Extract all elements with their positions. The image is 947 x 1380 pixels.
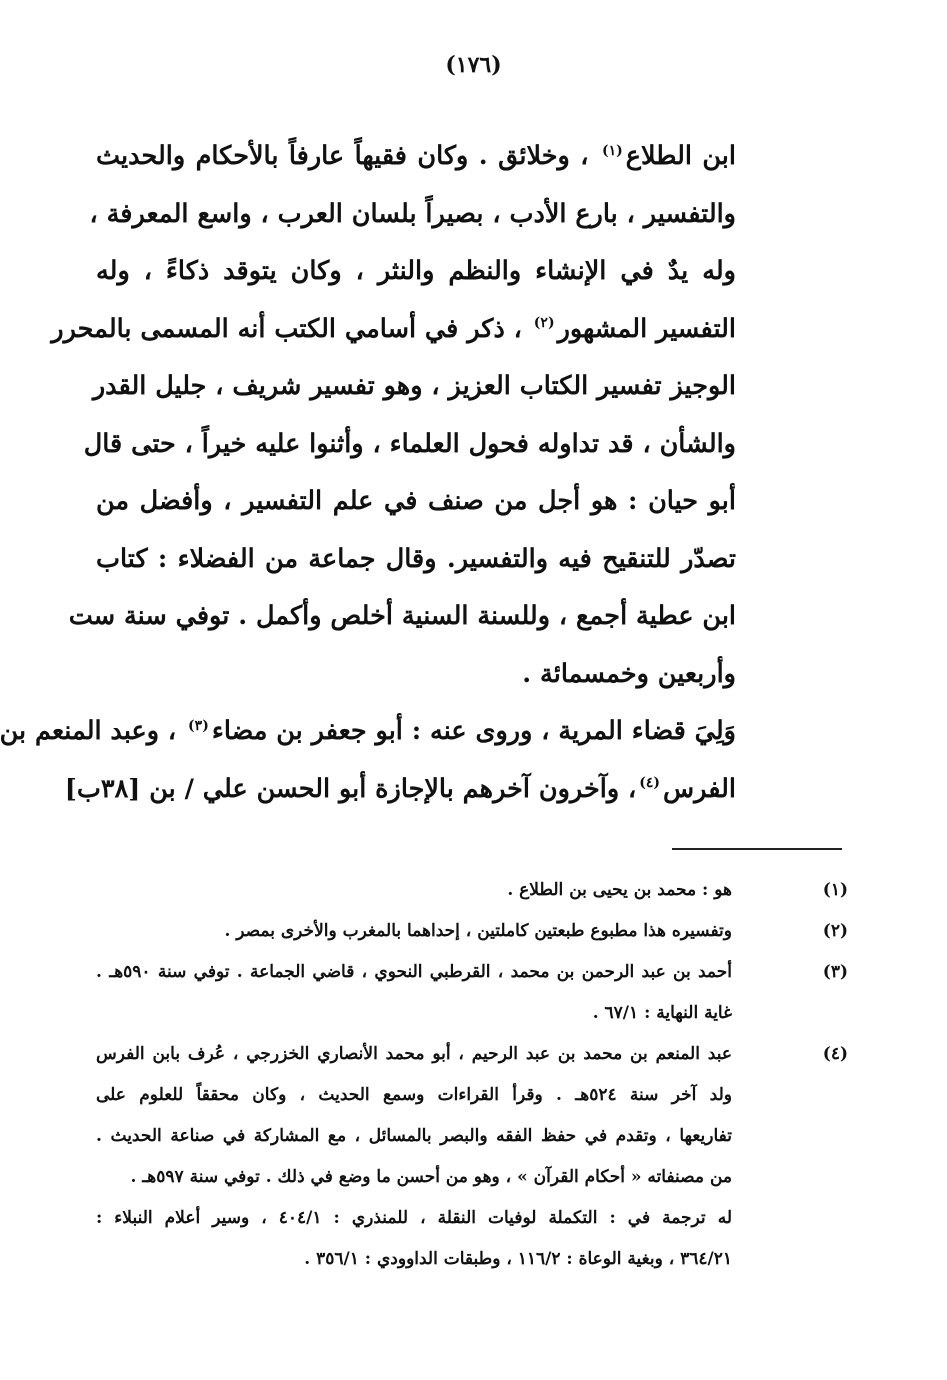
footnote-line: ولد آخر سنة ٥٢٤هـ . وقرأ القراءات وسمع الحديث ، وكان محققاً للعلوم على [96, 1085, 732, 1105]
main-text [0, 128, 736, 818]
footnote-number: (٣) [822, 962, 848, 982]
text-line: وله يدٌ في الإنشاء والنظم والنثر ، وكان يتوقد ذكاءً ، وله [96, 256, 736, 286]
footnote-line: من مصنفاته « أحكام القرآن » ، وهو من أحسن ما وضع في ذلك . توفي سنة ٥٩٧هـ . [130, 1167, 732, 1187]
footnote-ref: (١) [601, 142, 623, 159]
footnote-ref: (٣) [188, 717, 209, 734]
text-line: ابن عطية أجمع ، وللسنة السنية أخلص وأكمل . توفي سنة ست [68, 601, 736, 631]
footnote-line: غاية النهاية : ٦٧/١ . [592, 1003, 732, 1023]
footnote-ref: (٢) [533, 315, 555, 331]
footnote-line: عبد المنعم بن محمد بن عبد الرحيم ، أبو محمد الأنصاري الخزرجي ، عُرف بابن الفرس [96, 1044, 732, 1064]
footnote-4 [96, 1034, 848, 1280]
footnote-3 [96, 952, 848, 1034]
footnote-ref: (٤) [639, 775, 661, 791]
footnote-number: (٢) [822, 921, 848, 941]
text-line: والشأن ، قد تداوله فحول العلماء ، وأثنوا عليه خيراً ، حتى قال [83, 428, 736, 459]
text-line: التفسير المشهور$^{(٢)}$ ، ذكر في أسامي الكتب أنه المسمى بالمحرر [51, 313, 736, 344]
footnote-line: تفاريعها ، وتقدم في حفظ الفقه والبصر بالمسائل ، مع المشاركة في صناعة الحديث . [96, 1126, 732, 1146]
footnote-number: (١) [822, 880, 848, 900]
footnote-line: ٣٦٤/٢١ ، وبغية الوعاة : ١١٦/٢ ، وطبقات الداوودي : ٣٥٦/١ . [304, 1249, 732, 1269]
text-line: وأربعين وخمسمائة . [522, 658, 736, 689]
text-line: والتفسير ، بارع الأدب ، بصيراً بلسان العرب ، واسع المعرفة ، [89, 198, 736, 229]
text-line: الفرس$^{(٤)}$، وآخرون آخرهم بالإجازة أبو الحسن علي / بن [٣٨ب] [64, 773, 736, 804]
footnote-1 [96, 870, 848, 911]
footnotes [96, 870, 848, 1280]
text-line: تصدّر للتنقيح فيه والتفسير. وقال جماعة من الفضلاء : كتاب [96, 543, 736, 574]
footnote-line: له ترجمة في : التكملة لوفيات النقلة ، للمنذري : ٤٠٤/١ ، وسير أعلام النبلاء : [96, 1208, 732, 1228]
text-line: ابن الطلاع$^{(١)}$ ، وخلائق . وكان فقيهاً عارفاً بالأحكام والحديث [96, 141, 736, 171]
footnote-number: (٤) [822, 1044, 848, 1064]
footnote-2 [96, 911, 848, 952]
footnote-line: أحمد بن عبد الرحمن بن محمد ، القرطبي النحوي ، قاضي الجماعة . توفي سنة ٥٩٠هـ . [96, 962, 732, 982]
footnote-line: وتفسيره هذا مطبوع طبعتين كاملتين ، إحداهما بالمغرب والأخرى بمصر . [224, 921, 732, 941]
footnote-line: هو : محمد بن يحيى بن الطلاع . [507, 880, 732, 900]
text-line: الوجيز تفسير الكتاب العزيز ، وهو تفسير شريف ، جليل القدر [92, 371, 736, 401]
text-line: وَلِيَ قضاء المرية ، وروى عنه : أبو جعفر بن مضاء$^{(٣)}$ ، وعبد المنعم بن [0, 716, 736, 746]
text-line: أبو حيان : هو أجل من صنف في علم التفسير ، وأفضل من [96, 486, 736, 516]
footnote-divider [672, 848, 842, 850]
page-number: (١٧٦) [445, 52, 502, 78]
